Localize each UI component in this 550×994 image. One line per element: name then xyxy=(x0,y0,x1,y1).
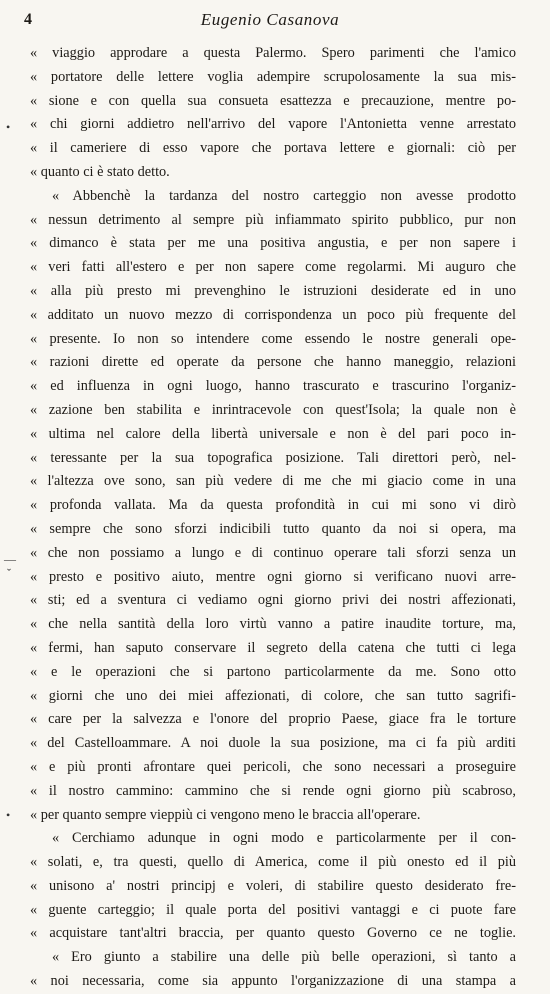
text-line: « giorni che uno dei miei affezionati, di colore, che san tutto sagrifi- xyxy=(30,687,516,704)
margin-mark: • xyxy=(6,120,11,134)
running-title: Eugenio Casanova xyxy=(200,10,340,29)
text-line: « presto e positivo aiuto, mentre ogni giorno si verificano nuovi arre- xyxy=(30,568,516,585)
text-line: « veri fatti all'estero e per non sapere come regolarmi. Mi auguro che xyxy=(30,259,516,276)
text-line: « il cameriere di esso vapore che portava lettere e giornali: ciò per xyxy=(30,140,516,157)
text-line: « teressante per la sua topografica posizione. Tali direttori però, nel- xyxy=(30,449,516,466)
text-line: « Abbenchè la tardanza del nostro carteggio non avesse prodotto xyxy=(52,187,516,204)
text-line: « sione e con quella sua consueta esattezza e precauzione, mentre po- xyxy=(30,92,516,109)
text-line: « l'altezza ove sono, san più vedere di me che mi giacio come in una xyxy=(30,473,516,490)
page-number: 4 xyxy=(24,11,32,28)
text-line: « sti; ed a sventura ci vediamo ogni giorno privi dei nostri affezionati, xyxy=(30,592,516,609)
text-line: « quanto ci è stato detto. xyxy=(30,163,170,180)
text-line: « ed influenza in ogni luogo, hanno trascurato e trascurino l'organiz- xyxy=(30,378,516,395)
text-line: « il nostro cammino: cammino che si rende ogni giorno più scabroso, xyxy=(30,782,516,799)
body-text xyxy=(30,42,516,994)
text-line: « unisono a' nostri principj e voleri, di stabilire questo desiderato fre- xyxy=(30,877,516,894)
text-line: « viaggio approdare a questa Palermo. Spero parimenti che l'amico xyxy=(30,45,516,61)
margin-mark: ˇ xyxy=(7,566,11,580)
text-line: « Cerchiamo adunque in ogni modo e particolarmente per il con- xyxy=(52,830,516,847)
text-line: « razioni dirette ed operate da persone che hanno maneggio, relazioni xyxy=(30,354,516,371)
page-header xyxy=(24,8,516,34)
text-line: « additato un nuovo mezzo di corrispondenza un poco più frequente del xyxy=(30,306,516,323)
text-line: « Ero giunto a stabilire una delle più belle operazioni, sì tanto a xyxy=(52,949,516,966)
text-line: « presente. Io non so intendere come essendo le nostre generali ope- xyxy=(30,330,516,347)
text-line: « per quanto sempre vieppiù ci vengono meno le braccia all'operare. xyxy=(30,806,421,823)
text-line: « sempre che sono sforzi indicibili tutto quanto da noi si opera, ma xyxy=(30,520,516,537)
text-line: « portatore delle lettere voglia adempire scrupolosamente la sua mis- xyxy=(30,68,516,85)
text-line: « chi giorni addietro nell'arrivo del vapore l'Antonietta venne arrestato xyxy=(30,116,516,133)
text-line: « che non possiamo a lungo e di continuo operare tali sforzi senza un xyxy=(30,544,516,561)
margin-mark: • xyxy=(6,808,11,822)
text-line: « e le operazioni che si partono particolarmente da me. Sono otto xyxy=(30,663,516,680)
text-line: « fermi, han saputo conservare il segreto della catena che tutti ci lega xyxy=(30,639,516,656)
text-line: « guente carteggio; il quale porta del positivi vantaggi e ci puote fare xyxy=(30,901,516,918)
text-line: « noi necessaria, come sia appunto l'organizzazione di una stampa a xyxy=(30,973,516,990)
text-line: « dimanco è stata per me una positiva angustia, e per non sapere i xyxy=(30,235,516,252)
text-line: « profonda vallata. Ma da questa profondità in cui mi sono vi dirò xyxy=(30,497,516,514)
text-line: « solati, e, tra questi, quello di America, come il più onesto ed il più xyxy=(30,854,516,871)
text-line: « care per la salvezza e l'onore del proprio Paese, giace fra le torture xyxy=(30,711,516,728)
text-line: « alla più presto mi prevenghino le istruzioni desiderate ed in uno xyxy=(30,282,516,299)
text-line: « ultima nel calore della libertà universale e non è del pari poco in- xyxy=(30,425,516,442)
text-line: « acquistare tant'altri braccia, per quanto questo Governo ce ne toglie. xyxy=(30,925,516,942)
text-line: « che nella santità della loro virtù vanno a patire inaudite torture, ma, xyxy=(30,616,516,633)
text-line: « nessun detrimento al sempre più infiammato spirito pubblico, pur non xyxy=(30,211,516,228)
text-line: « zazione ben stabilita e inrintracevole con quest'Isola; la quale non è xyxy=(30,401,516,418)
margin-mark: — xyxy=(4,552,16,566)
text-line: « del Castelloammare. A noi duole la sua posizione, ma ci fa più arditi xyxy=(30,735,516,752)
text-line: « e più pronti afrontare quei pericoli, che sono necessari a proseguire xyxy=(30,758,516,775)
